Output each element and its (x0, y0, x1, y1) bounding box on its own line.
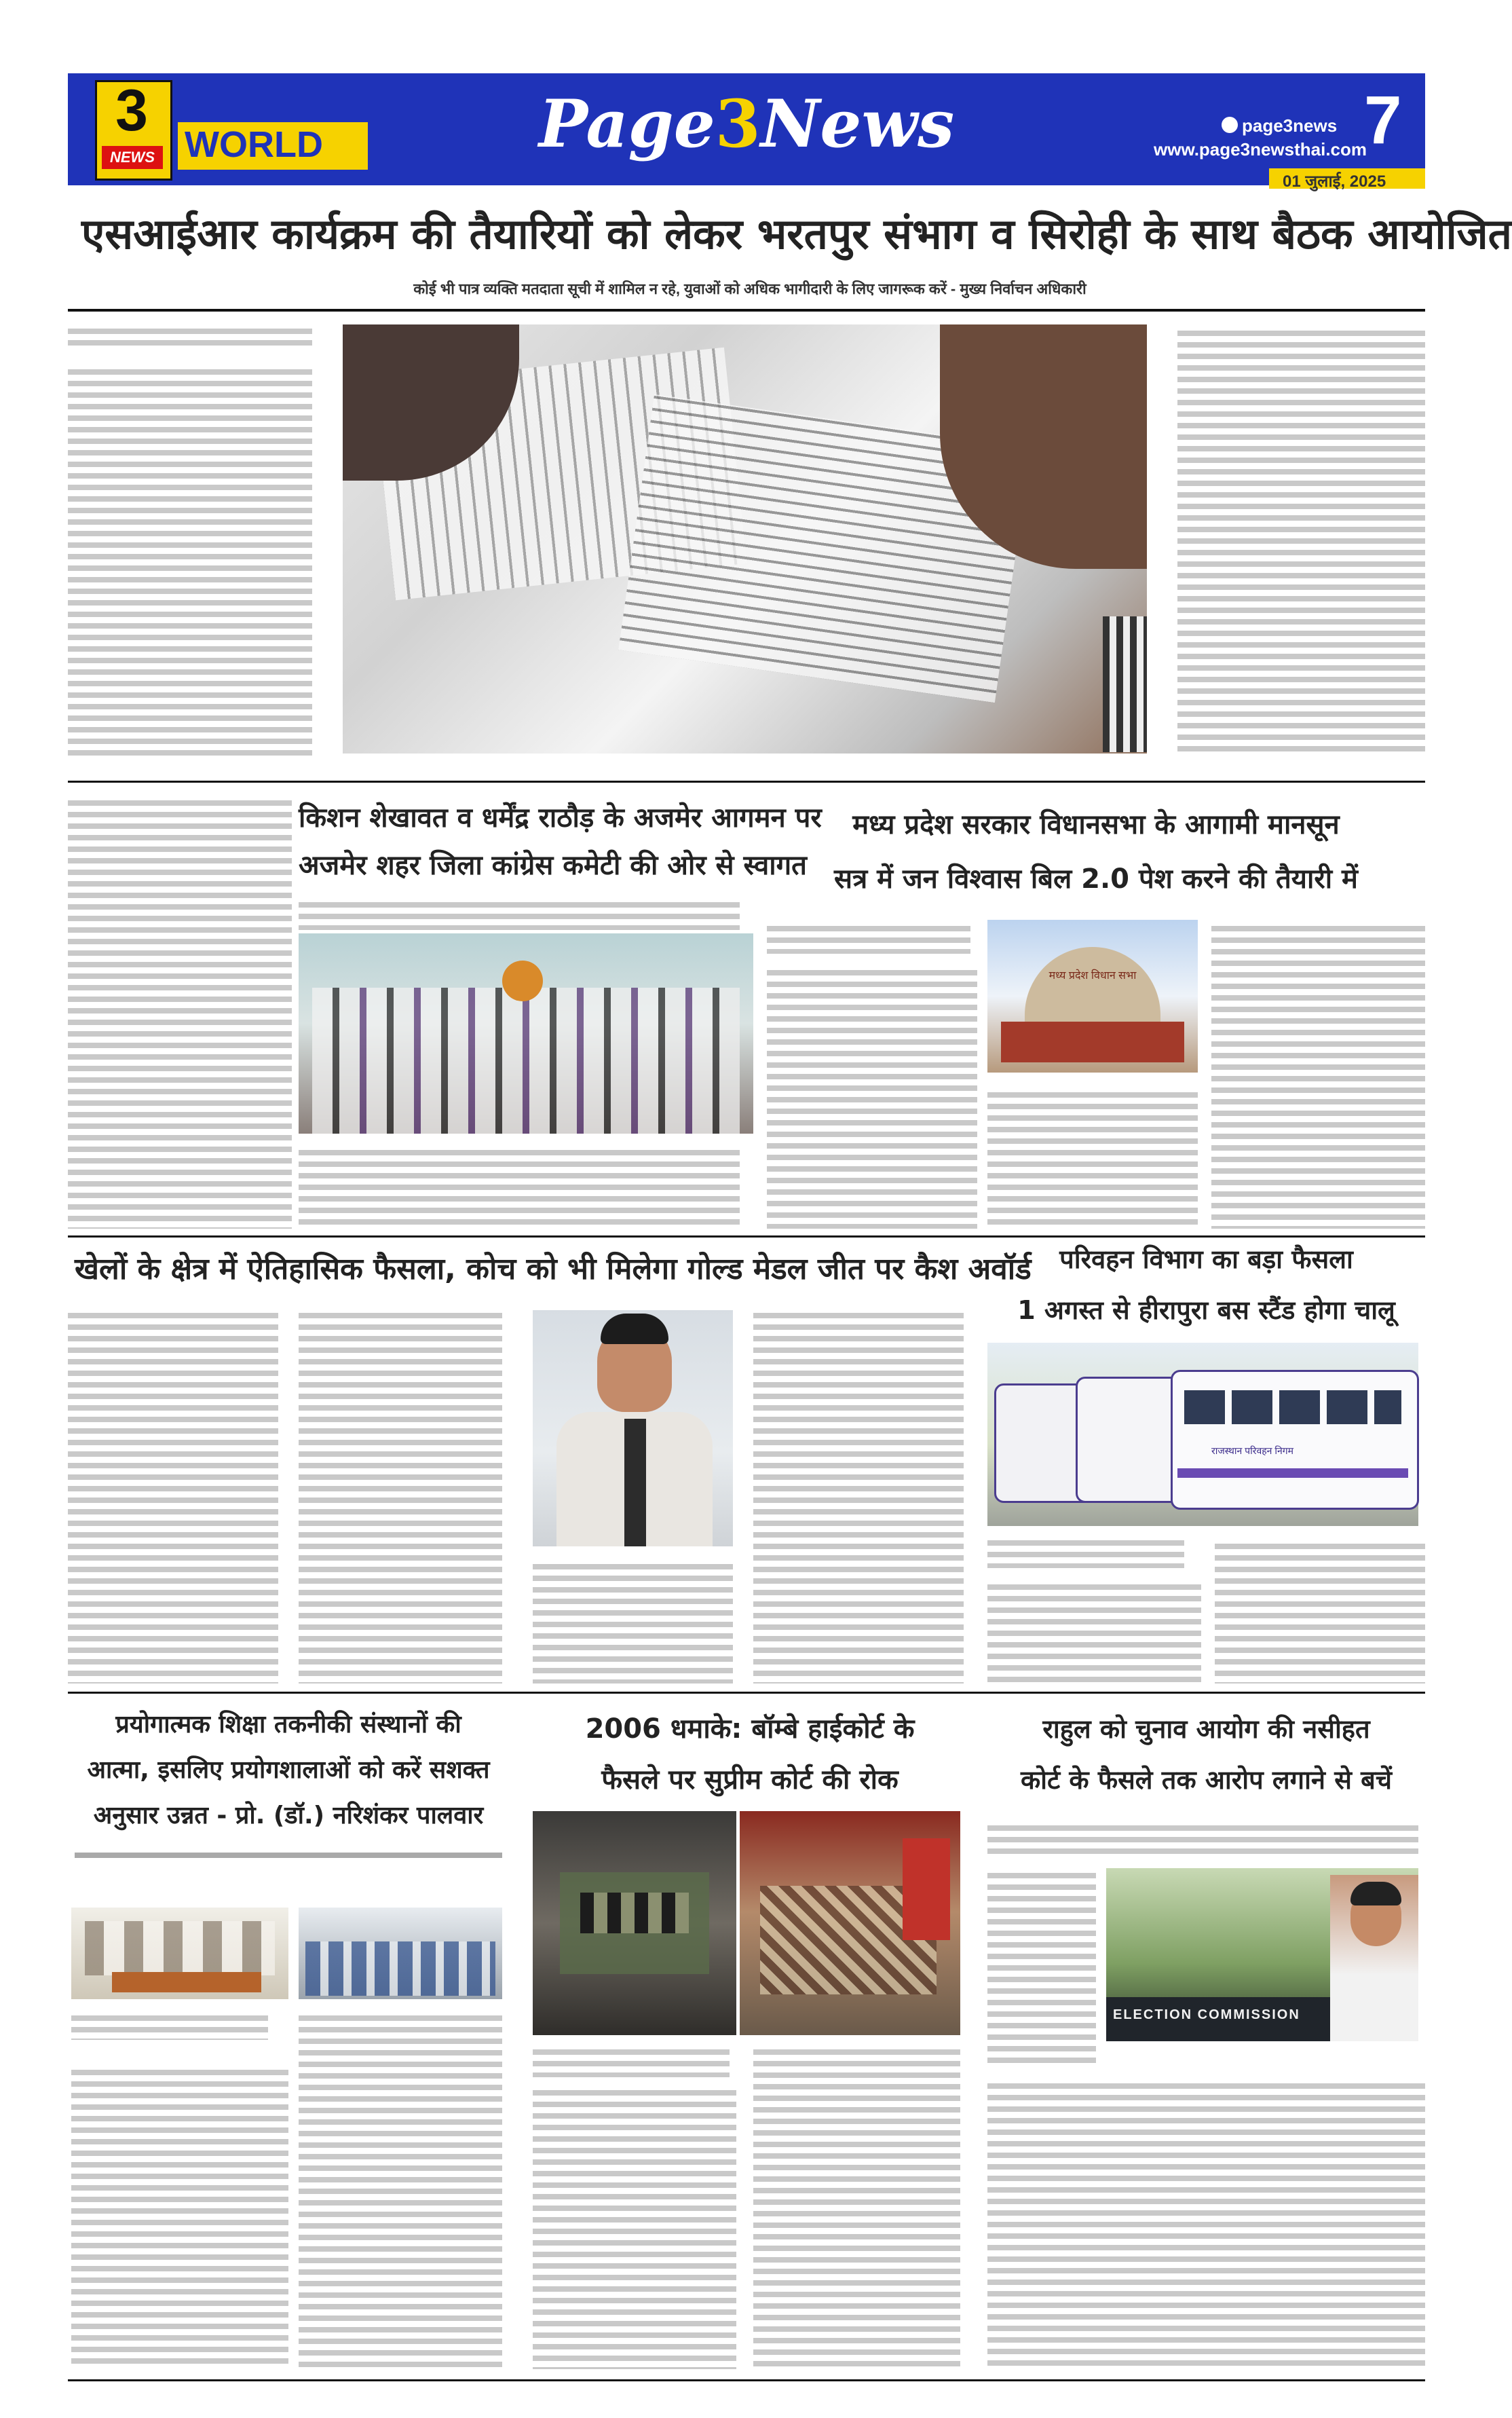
article-2-headline-line1[interactable]: किशन शेखावत व धर्मेंद्र राठौड़ के अजमेर आगमन पर (299, 802, 822, 834)
article-6-text-col1 (71, 2064, 288, 2369)
article-5-byline (987, 1534, 1184, 1568)
article-1-photo[interactable] (343, 324, 1147, 754)
divider (68, 1692, 1425, 1694)
article-4-text-col3 (533, 1558, 733, 1684)
assembly-sign: मध्य प्रदेश विधान सभा (1048, 970, 1137, 982)
article-7-text-col2 (753, 2043, 960, 2369)
article-8-photo[interactable] (1106, 1868, 1418, 2041)
article-1-text-col1 (68, 363, 312, 757)
article-1-headline[interactable]: एसआईआर कार्यक्रम की तैयारियों को लेकर भरतपुर संभाग व सिरोही के साथ बैठक आयोजित (81, 209, 1512, 259)
article-7-photo-1[interactable] (533, 1811, 736, 2035)
article-4-text-col1 (68, 1307, 278, 1684)
article-7-headline-line1[interactable]: 2006 धमाके: बॉम्बे हाईकोर्ट के (585, 1713, 915, 1745)
article-2-headline-line2[interactable]: अजमेर शहर जिला कांग्रेस कमेटी की ओर से स्वागत (299, 850, 807, 881)
article-2-text (299, 1144, 740, 1225)
article-4-text-col4 (753, 1307, 964, 1684)
article-8-text-col2 (987, 2077, 1425, 2369)
article-5-photo[interactable] (987, 1343, 1418, 1526)
article-5-headline-line2[interactable]: 1 अगस्त से हीरापुरा बस स्टैंड होगा चालू (1017, 1295, 1395, 1325)
issue-date: 01 जुलाई, 2025 (1283, 172, 1386, 191)
article-8-byline (987, 1819, 1418, 1860)
article-8-headline-line2[interactable]: कोर्ट के फैसले तक आरोप लगाने से बचें (1021, 1765, 1392, 1795)
article-6-photo-1[interactable] (71, 1908, 288, 1999)
article-1-caption (343, 767, 1147, 781)
article-6-byline (71, 2009, 268, 2040)
article-7-text-col1 (533, 2084, 736, 2369)
article-4-photo[interactable] (533, 1310, 733, 1546)
article-8-headline-line1[interactable]: राहुल को चुनाव आयोग की नसीहत (1042, 1714, 1370, 1744)
bus-label: राजस्थान परिवहन निगम (1211, 1445, 1293, 1456)
section-label: WORLD (185, 124, 323, 165)
logo-news-tag: NEWS (102, 146, 163, 169)
article-6-headline-line3[interactable]: अनुसार उन्नत - प्रो. (डॉ.) नरिशंकर पालवार (93, 1802, 484, 1829)
article-6-caption (75, 1846, 502, 1863)
article-3-byline (767, 920, 970, 954)
article-3-text-col3 (1211, 920, 1425, 1229)
article-1-byline (68, 322, 312, 350)
article-3-text-col1 (767, 964, 977, 1229)
article-3-photo[interactable] (987, 920, 1198, 1073)
article-3-text-col2 (987, 1086, 1198, 1229)
article-2-photo[interactable] (299, 933, 753, 1134)
article-6-headline-line2[interactable]: आत्मा, इसलिए प्रयोगशालाओं को करें सशक्त (87, 1756, 490, 1784)
article-5-headline-line1[interactable]: परिवहन विभाग का बड़ा फैसला (1059, 1244, 1353, 1274)
divider (68, 309, 1425, 312)
website-link[interactable]: www.page3newsthai.com (1154, 139, 1367, 160)
logo-number: 3 (115, 78, 148, 143)
article-4-headline[interactable]: खेलों के क्षेत्र में ऐतिहासिक फैसला, कोच को भी मिलेगा गोल्ड मेडल जीत पर कैश अवॉर्ड (75, 1252, 1032, 1286)
article-7-headline-line2[interactable]: फैसले पर सुप्रीम कोर्ट की रोक (601, 1764, 899, 1796)
divider (68, 781, 1425, 783)
article-1-subline: कोई भी पात्र व्यक्ति मतदाता सूची में शामिल न रहे, युवाओं को अधिक भागीदारी के लिए जागरूक करें - मुख्य निर्वाचन अधिकारी (413, 280, 1086, 297)
article-6-text-col2 (299, 2009, 502, 2369)
article-left-text (68, 794, 292, 1229)
article-1-text-col3 (1177, 324, 1425, 756)
article-4-text-col2 (299, 1307, 502, 1684)
article-8-text-col1 (987, 1867, 1096, 2064)
article-2-byline (299, 896, 740, 930)
divider (68, 2379, 1425, 2381)
article-7-byline (533, 2043, 730, 2077)
commission-sign: ELECTION COMMISSION (1113, 2007, 1300, 2022)
article-5-text-col1 (987, 1578, 1201, 1684)
masthead-title[interactable]: Page3News (538, 86, 955, 162)
article-5-text-col2 (1215, 1538, 1425, 1684)
article-6-headline-line1[interactable]: प्रयोगात्मक शिक्षा तकनीकी संस्थानों की (115, 1711, 461, 1738)
article-7-photo-2[interactable] (740, 1811, 960, 2035)
article-6-photo-2[interactable] (299, 1908, 502, 1999)
article-3-headline-line1[interactable]: मध्य प्रदेश सरकार विधानसभा के आगामी मानसून (852, 809, 1340, 840)
social-icon (1222, 117, 1238, 133)
page-number: 7 (1364, 82, 1402, 158)
social-handle[interactable]: page3news (1242, 115, 1338, 136)
article-3-headline-line2[interactable]: सत्र में जन विश्वास बिल 2.0 पेश करने की तैयारी में (834, 863, 1358, 895)
